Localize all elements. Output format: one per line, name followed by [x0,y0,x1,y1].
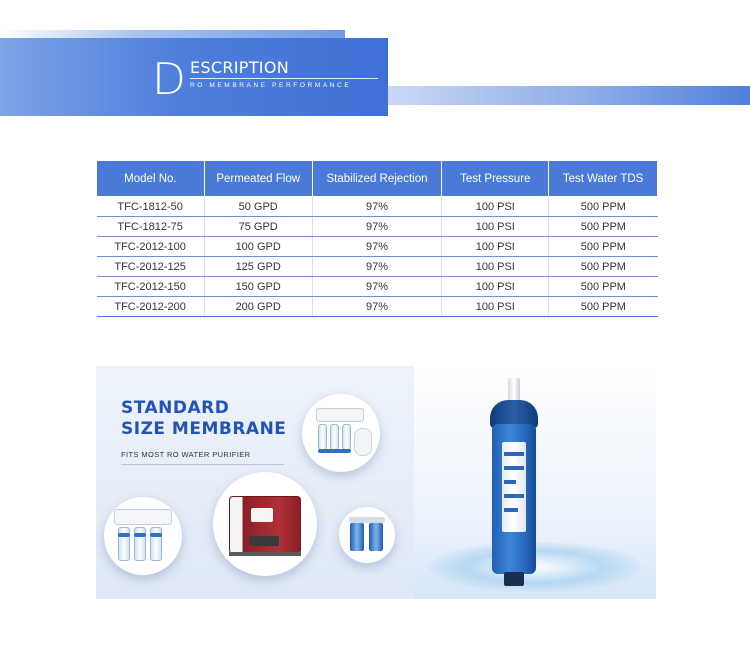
cell-flow: 125 GPD [204,257,312,277]
table-row [97,257,658,277]
col-rejection: Stabilized Rejection [312,161,442,197]
cell-tds: 500 PPM [549,257,658,277]
cell-tds: 500 PPM [549,277,658,297]
cell-rejection: 97% [312,217,442,237]
header-fade-bar [388,86,750,105]
cell-rejection: 97% [312,197,442,217]
cell-model: TFC-1812-50 [97,197,205,217]
cell-flow: 150 GPD [204,277,312,297]
col-pressure: Test Pressure [442,161,549,197]
cell-model: TFC-2012-125 [97,257,205,277]
filter-housing-image [339,507,395,563]
cell-flow: 50 GPD [204,197,312,217]
cell-tds: 500 PPM [549,297,658,317]
cell-flow: 75 GPD [204,217,312,237]
table-row [97,277,658,297]
undersink-ro-image [104,497,182,575]
membrane-label [502,442,526,532]
promo-tagline-rule [121,464,284,465]
promo-tagline: FITS MOST RO WATER PURIFIER [121,450,251,459]
cell-pressure: 100 PSI [442,257,549,277]
cell-model: TFC-2012-150 [97,277,205,297]
cell-tds: 500 PPM [549,237,658,257]
cell-pressure: 100 PSI [442,277,549,297]
cell-flow: 200 GPD [204,297,312,317]
table-row [97,217,658,237]
col-tds: Test Water TDS [549,161,658,197]
membrane-product-area [414,366,656,599]
promo-headline-2: SIZE MEMBRANE [121,419,287,439]
cell-model: TFC-1812-75 [97,217,205,237]
header-initial: D [152,54,186,105]
spec-table [96,160,658,317]
cell-model: TFC-2012-100 [97,237,205,257]
table-row [97,297,658,317]
cell-pressure: 100 PSI [442,217,549,237]
cell-rejection: 97% [312,237,442,257]
promo-headline-1: STANDARD [121,398,230,418]
cell-tds: 500 PPM [549,197,658,217]
product-promo-panel [96,366,656,599]
cell-tds: 500 PPM [549,217,658,237]
col-flow: Permeated Flow [204,161,312,197]
table-row [97,237,658,257]
cell-model: TFC-2012-200 [97,297,205,317]
membrane-outlet [504,572,524,586]
header-title: ESCRIPTION [190,58,289,77]
cell-rejection: 97% [312,277,442,297]
table-row [97,197,658,217]
header-banner [0,38,388,116]
header-divider [190,78,378,79]
cell-pressure: 100 PSI [442,197,549,217]
col-model: Model No. [97,161,205,197]
table-header-row [97,161,658,197]
cell-rejection: 97% [312,297,442,317]
cell-rejection: 97% [312,257,442,277]
header-subtitle: RO MEMBRANE PERFORMANCE [190,82,352,89]
ro-system-image [302,394,380,472]
water-dispenser-image [213,472,317,576]
cell-pressure: 100 PSI [442,237,549,257]
cell-flow: 100 GPD [204,237,312,257]
cell-pressure: 100 PSI [442,297,549,317]
